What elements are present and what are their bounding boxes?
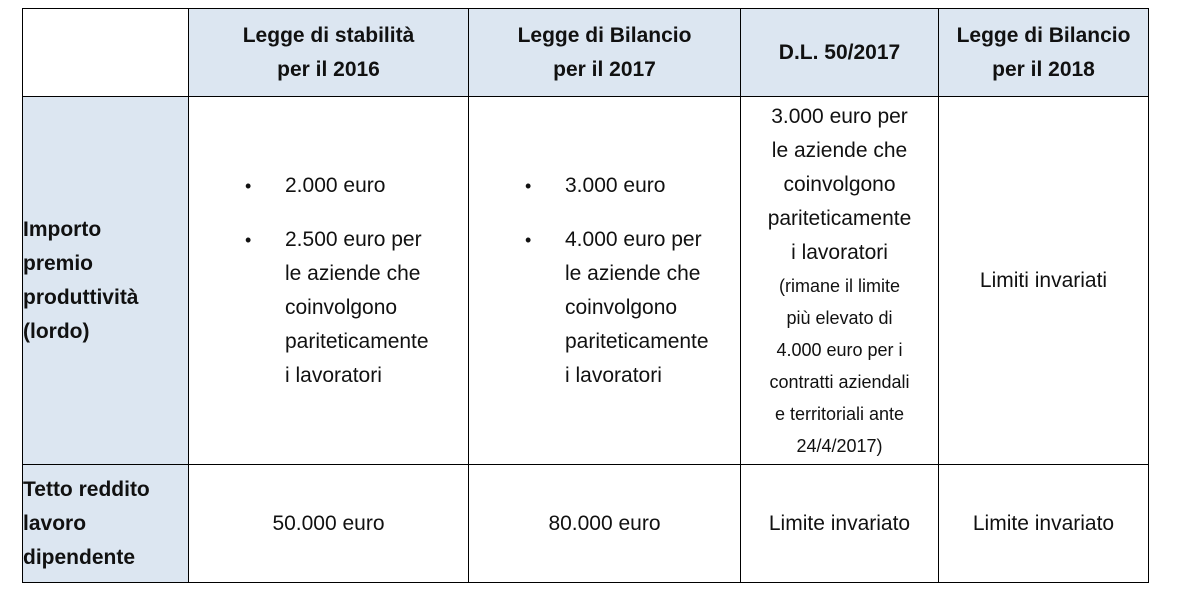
header-2017-line1: Legge di Bilancio: [517, 23, 692, 47]
bullet-icon: •: [525, 229, 532, 250]
list-item: [469, 223, 740, 393]
list-item: [189, 223, 468, 393]
row-label-line: Importo: [23, 217, 102, 241]
row-importo-premio: [23, 97, 1149, 465]
cell-importo-dl: [741, 97, 939, 465]
bullet-list-2017: [469, 169, 740, 393]
dl-text-line: i lavoratori: [791, 240, 888, 264]
cell-tetto-2017: 80.000 euro: [469, 465, 741, 583]
dl-note-line: contratti aziendali: [769, 371, 910, 392]
row-tetto-reddito: [23, 465, 1149, 583]
row-label-line: lavoro: [23, 511, 87, 535]
dl-note-line: 4.000 euro per i: [776, 339, 903, 360]
header-2016-line2: per il 2016: [277, 57, 380, 81]
row-label-importo: [23, 97, 189, 465]
row-label-line: dipendente: [23, 545, 136, 569]
header-2016-line1: Legge di stabilità: [242, 23, 415, 47]
row-label-tetto: [23, 465, 189, 583]
header-row: [23, 9, 1149, 97]
row-label-line: produttività: [23, 285, 139, 309]
cell-importo-2017: [469, 97, 741, 465]
bullet-text: le aziende che: [565, 261, 701, 285]
bullet-icon: •: [245, 175, 252, 196]
cell-tetto-dl: Limite invariato: [741, 465, 939, 583]
dl-note-line: più elevato di: [786, 307, 893, 328]
header-dl: [741, 9, 939, 97]
cell-importo-2016: [189, 97, 469, 465]
header-2018-line2: per il 2018: [992, 57, 1095, 81]
bullet-text: pariteticamente: [285, 329, 429, 353]
bullet-text: 4.000 euro per: [565, 227, 702, 251]
cell-importo-2018: Limiti invariati: [939, 97, 1149, 465]
bullet-list-2016: [189, 169, 468, 393]
bullet-text: i lavoratori: [285, 363, 382, 387]
row-label-line: Tetto reddito: [23, 477, 150, 501]
dl-note-line: (rimane il limite: [778, 275, 901, 296]
bullet-icon: •: [245, 229, 252, 250]
dl-text-line: 3.000 euro per: [771, 104, 908, 128]
bullet-text: 2.000 euro: [285, 173, 386, 197]
dl-note-line: e territoriali ante: [774, 403, 905, 424]
dl-text-line: coinvolgono: [783, 172, 896, 196]
header-2017: [469, 9, 741, 97]
bullet-text: coinvolgono: [285, 295, 398, 319]
bullet-text: le aziende che: [285, 261, 421, 285]
list-item: [189, 169, 468, 203]
bullet-text: pariteticamente: [565, 329, 709, 353]
row-label-line: premio: [23, 251, 94, 275]
header-dl-line1: D.L. 50/2017: [778, 40, 901, 64]
dl-text-line: pariteticamente: [767, 206, 912, 230]
cell-tetto-2018: Limite invariato: [939, 465, 1149, 583]
row-label-line: (lordo): [23, 319, 90, 343]
bullet-text: coinvolgono: [565, 295, 678, 319]
bullet-text: i lavoratori: [565, 363, 662, 387]
comparison-table: [22, 8, 1149, 583]
header-2018-line1: Legge di Bilancio: [956, 23, 1131, 47]
list-item: [469, 169, 740, 203]
cell-tetto-2016: 50.000 euro: [189, 465, 469, 583]
header-2018: [939, 9, 1149, 97]
bullet-icon: •: [525, 175, 532, 196]
bullet-text: 3.000 euro: [565, 173, 666, 197]
bullet-text: 2.500 euro per: [285, 227, 422, 251]
corner-cell: [23, 9, 189, 97]
header-2017-line2: per il 2017: [553, 57, 656, 81]
header-2016: [189, 9, 469, 97]
dl-note-line: 24/4/2017): [796, 435, 883, 456]
dl-text-line: le aziende che: [771, 138, 908, 162]
